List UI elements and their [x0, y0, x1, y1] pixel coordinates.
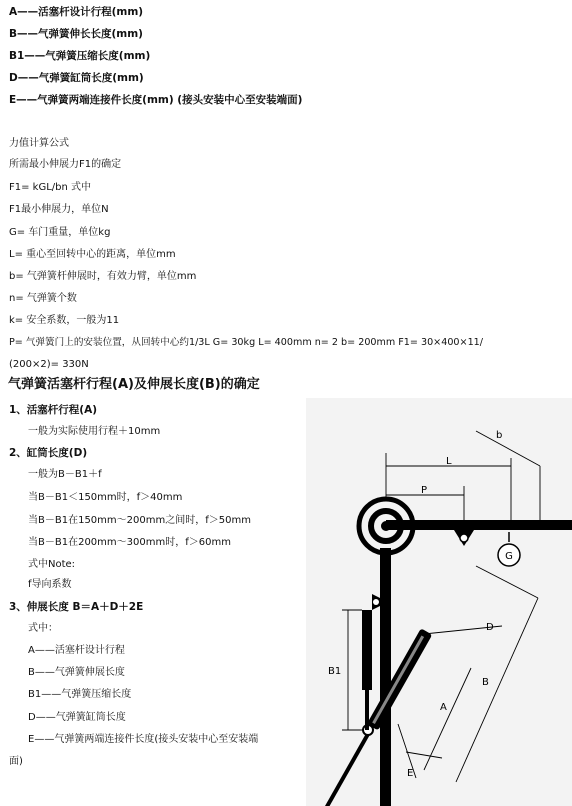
section-2-line: f导向系数	[28, 579, 72, 590]
section-2-line: 当B－B1在150mm～200mm之间时，f＞50mm	[28, 515, 251, 526]
definition-a: A——活塞杆设计行程(mm)	[9, 6, 144, 18]
gas-spring	[315, 628, 433, 806]
spring-rod	[318, 724, 375, 806]
label-b: b	[496, 430, 503, 441]
section-2-line: 式中Note:	[28, 559, 76, 570]
section-3-line-tail: 面)	[9, 756, 23, 767]
label-g: G	[505, 551, 513, 562]
label-d: D	[486, 622, 494, 633]
vertical-frame	[380, 548, 391, 806]
force-line: k= 安全系数，一般为11	[9, 315, 120, 326]
label-l: L	[446, 456, 452, 467]
force-line: F1最小伸展力，单位N	[9, 204, 109, 215]
definition-b1: B1——气弹簧压缩长度(mm)	[9, 50, 151, 62]
section-1-text: 一般为实际使用行程＋10mm	[28, 426, 161, 437]
gas-spring-diagram	[306, 398, 572, 806]
section-3-title: 3、伸展长度 B＝A＋D＋2E	[9, 601, 144, 613]
section-heading: 气弹簧活塞杆行程(A)及伸展长度(B)的确定	[8, 377, 260, 392]
definition-e: E——气弹簧两端连接件长度(mm) (接头安装中心至安装端面)	[9, 94, 303, 106]
definition-b: B——气弹簧伸长长度(mm)	[9, 28, 143, 40]
section-2-line: 一般为B－B1＋f	[28, 469, 102, 480]
force-title: 力值计算公式	[9, 138, 69, 149]
section-2-line: 当B－B1＜150mm时，f＞40mm	[28, 492, 183, 503]
section-3-line: E——气弹簧两端连接件长度(接头安装中心至安装端	[28, 734, 259, 745]
label-b1: B1	[328, 666, 342, 677]
closed-spring-tube	[362, 610, 372, 690]
label-p: P	[421, 485, 428, 496]
section-3-line: A——活塞杆设计行程	[28, 645, 125, 656]
label-e: E	[407, 768, 414, 779]
section-3-line: D——气弹簧缸筒长度	[28, 712, 126, 723]
section-3-line: 式中：	[28, 623, 58, 634]
definition-d: D——气弹簧缸筒长度(mm)	[9, 72, 144, 84]
label-bb: B	[482, 677, 489, 688]
section-3-line: B——气弹簧伸展长度	[28, 667, 125, 678]
force-line: (200×2)= 330N	[9, 359, 89, 370]
force-line: F1= kGL/bn 式中	[9, 182, 92, 193]
section-3-line: B1——气弹簧压缩长度	[28, 689, 132, 700]
force-line: L= 重心至回转中心的距离，单位mm	[9, 249, 176, 260]
force-line: n= 气弹簧个数	[9, 293, 77, 304]
closed-spring-rod	[365, 690, 369, 730]
force-line: P= 气弹簧门上的安装位置，从回转中心约1/3L G= 30kg L= 400mm n= 2 b= 200mm F1= 30×400×11/	[9, 337, 484, 348]
force-line: 所需最小伸展力F1的确定	[9, 159, 122, 170]
force-line: G= 车门重量，单位kg	[9, 227, 111, 238]
section-1-title: 1、活塞杆行程(A)	[9, 404, 98, 416]
label-a: A	[440, 702, 447, 713]
section-2-title: 2、缸筒长度(D)	[9, 447, 88, 459]
section-2-line: 当B－B1在200mm～300mm时，f＞60mm	[28, 537, 231, 548]
force-line: b= 气弹簧杆伸展时，有效力臂，单位mm	[9, 271, 197, 282]
